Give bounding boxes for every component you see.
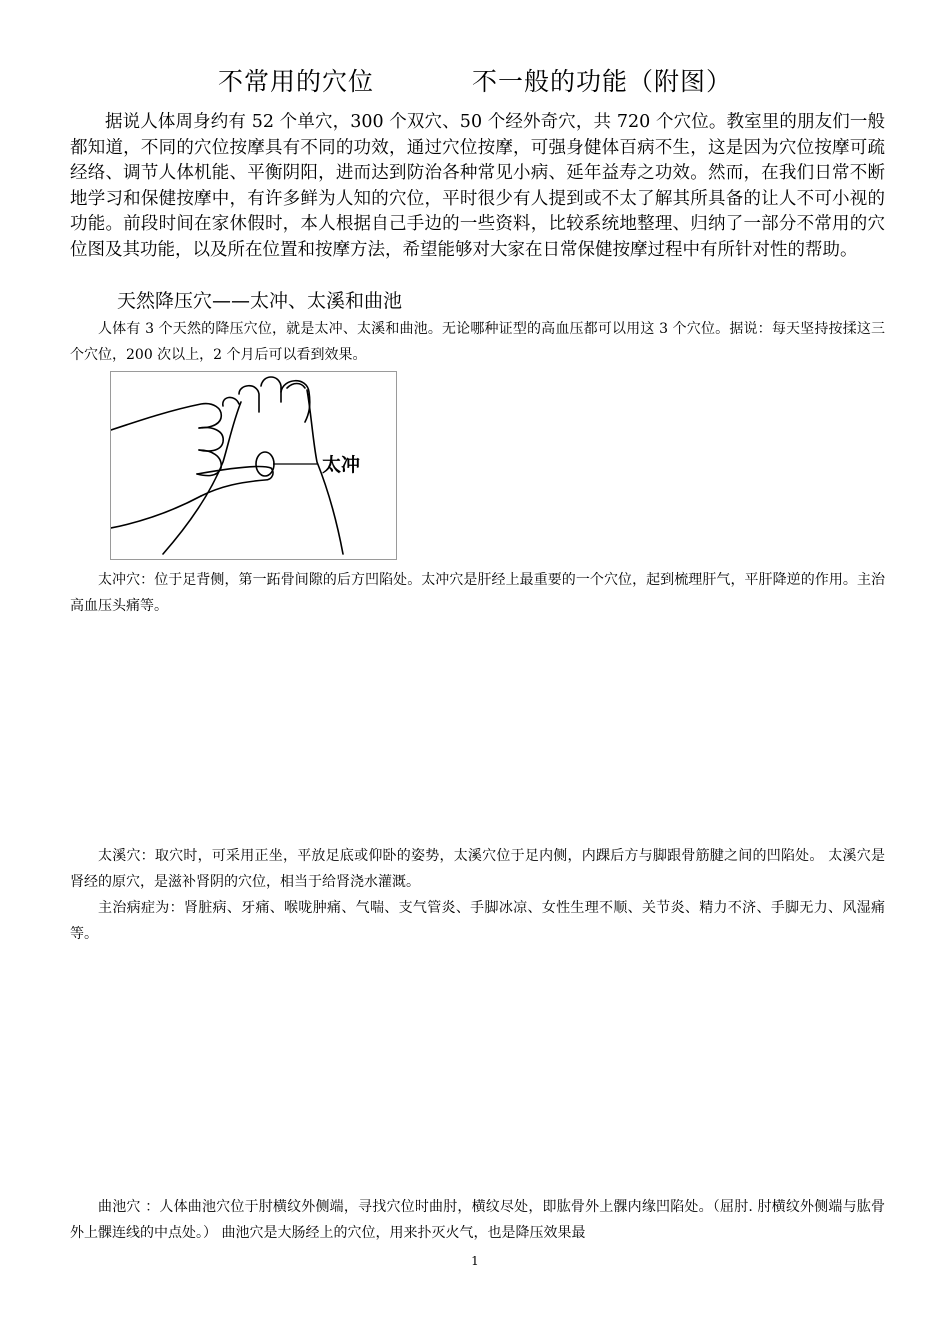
intro-paragraph [70,110,885,264]
taichong-paragraph [70,567,885,619]
taichong-figure [110,371,397,560]
quchi-paragraph [70,1194,885,1246]
taichong-label: 太冲 [322,454,361,476]
page-number: 1 [471,1254,479,1268]
foot-acupoint-illustration-icon [111,372,396,559]
quchi-text: 曲池穴 ：人体曲池穴位于肘横纹外侧端，寻找穴位时曲肘，横纹尽处，即肱骨外上髁内缘凹陷处。（屈肘. 肘横纹外侧端与肱骨外上髁连线的中点处。） 曲池穴是大肠经上的穴位，用来扑灭火气，也是降压效果最 [70,1199,885,1241]
taixi-indications: 主治病症为：肾脏病、牙痛、喉咙肿痛、气喘、支气管炎、手脚冰凉、女性生理不顺、关节炎、精力不济、手脚无力、风湿痛等。 [70,900,885,942]
taichong-text: 太冲穴：位于足背侧，第一跖骨间隙的后方凹陷处。太冲穴是肝经上最重要的一个穴位，起到梳理肝气，平肝降逆的作用。主治高血压头痛等。 [70,572,885,614]
title-left: 不常用的穴位 [217,67,374,96]
section-intro-text: 人体有 3 个天然的降压穴位，就是太冲、太溪和曲池。无论哪种证型的高血压都可以用这 3 个穴位。据说：每天坚持按揉这三个穴位，200 次以上，2 个月后可以看到效果。 [70,321,885,363]
document-title [0,62,950,98]
section-intro-paragraph [70,316,885,368]
taixi-paragraph [70,843,885,947]
section-heading: 天然降压穴——太冲、太溪和曲池 [117,290,403,312]
intro-text: 据说人体周身约有 52 个单穴，300 个双穴、50 个经外奇穴，共 720 个穴位。教室里的朋友们一般都知道，不同的穴位按摩具有不同的功效，通过穴位按摩，可强身健体百病不生，这是因为穴位按摩可疏经络、调节人体机能、平衡阴阳，进而达到防治各种常见小病、延年益寿之功效。然而，在我们日常不断地学习和保健按摩中，有许多鲜为人知的穴位，平时很少有人提到或不太了解其所具备的让人不可小视的功能。前段时间在家休假时，本人根据自己手边的一些资料，比较系统地整理、归纳了一部分不常用的穴位图及其功能，以及所在位置和按摩方法，希望能够对大家在日常保健按摩过程中有所针对性的帮助。 [70,112,885,260]
title-right: 不一般的功能（附图） [472,67,733,96]
taixi-text: 太溪穴：取穴时，可采用正坐，平放足底或仰卧的姿势，太溪穴位于足内侧，内踝后方与脚跟骨筋腱之间的凹陷处。 太溪穴是肾经的原穴，是滋补肾阴的穴位，相当于给肾浇水灌溉。 [70,848,885,890]
